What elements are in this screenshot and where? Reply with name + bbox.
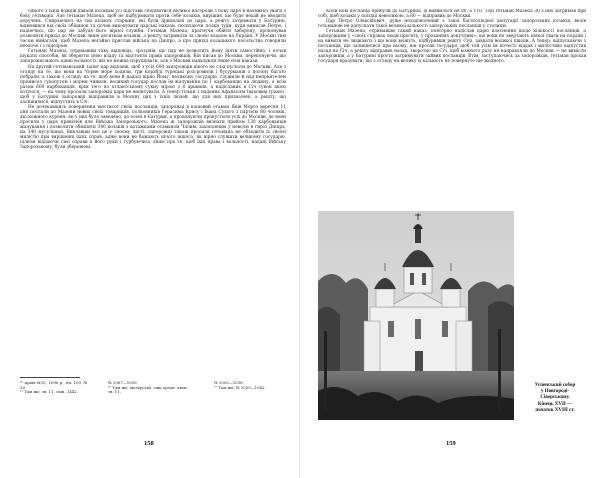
right-page xyxy=(300,0,600,478)
left-paragraph-1: одного з їхніх вождів давали козакам усі підстави сподіватися великої нагороди з боку царя в належної уваги з боку гетьмана. Але гетьман Мазепа, щоб не підбурювати проти себе козаків, вирішив, що буде нехай не вводити доручень. Спираючись на тих кількох старшин, які були прихильні до царя, а решту затримати у Батурині, відмовився від своїх обіцянок та почав виконувати царські накази, посилаючи полки туди, куди вимагав Петро, і надіючись, що цар не забуде його вірної служби. Гетьман Мазепа, прагнучи обійти заборону, пропонував дозволити прихід до Москви лише десяткам козаків, а решту затримати за своєю владою на Україні. У Москві тим часом вимагали, щоб Мазепа негайно прислав війська на Дніпро, а про прихід козацького посольства говорили неохоче і з підозрою. xyxy=(20,9,286,50)
page-number-right: 159 xyxy=(446,440,456,447)
caption-line: Успенський собор xyxy=(534,383,576,388)
footnote: ¹⁸ Там же, малоросій. сшіі орган. акти, зв. 11, xyxy=(108,384,188,395)
right-page-body xyxy=(318,9,586,207)
footnotes-column-2 xyxy=(108,381,188,395)
footnote: ¹⁶ Архів МЗС, 1696 р., пп. 100, № 30. xyxy=(20,380,88,390)
left-paragraph-3: На другий гетьманський запит цар відповів, щоб з усіх 600 запорожців нікого не слід пускати до Москви. Але з огляду на те, що вони на Чорне море ходили, три кораблі турецькі розгромили і бусурманів з полону багато побрали, а також з огляду на те, щоб вони й надалі вірно Йому, великому государю, служили й над неприятелем промисел сухопутом і морем чинили, великий государ послав їм жалування по 1 карбованцю на людину, а всім разом 600 карбованців, крім того по атлантському сукну мірою з 8 аршинів, а надісланих в Січ сукон якою хотілося, — на чому просили запорожці царя не виписувати. А тепер тільки з наданих Афанасієм Іваховим грамот, щоб у Батурині запорожці відправили в Москву цих з їхніх людей, що для них призначені, а решту, що залишилися, відпустить в Січ. xyxy=(20,64,286,105)
left-paragraph-2: Гетьман Мазепа, отримавши таку відповідь, зрозумів, що цар не дозволить йому діяти самостійно, і почав шукати способів, як зберегти свою владу та відстояти права запорожців. Він писав до Москви, переконуючи, що запорожці мають давні вольності, які не можна порушувати, але з Москви надходили лише нові накази. xyxy=(20,49,286,65)
left-paragraph-4: Не дочекавшись повернення шестисот своїх посланців, запорожці в кошовий отаман Яків Мороз вересня 11 дня послали до Мазепи нових своїх товаришів, полковників Герасима Крису і Івана Сухого з партією 80 чоловік, які кожного куреня, як у них було заведено, до осені в Батурин, а пропонуючи пропустити усіх до Москви, де вони просили у царя привілеїв для Війська Запорозького. Мазепа ж запорожців визнати прийом 130 карбованців жалування і дозволити обміняти 340 козаків з ватажками отаманом Чалим, захопленим у неволю в гирлі Дніпра, на 340 мусульман. Виклавши все це у своєму листі, запорожці також просили гетьмана не обходити їх своєю милістю при вирішенні їхніх справ, адже вони не бажають нічого іншого, як вірно служити великому государю, цілком віддаючи свої справи в його руки і турбуючись лише про те, щоб їхні права і вольності, надані Війську Запорозькому, були збережені. xyxy=(20,104,286,151)
caption-line: Кінець XVII — xyxy=(537,401,573,407)
caption-line: Сіверському. xyxy=(540,395,570,401)
right-paragraph-3: Гетьман Мазепа, отримавши такий наказ, повторно надіслав царю пояснення щодо кількості посланців, а запорожцям у «своїх справах люди просять, у проханнях докучливі»; що вони не звертають ніякої уваги на поради і на вимоги не зважають і що вони можуть, підбуривши решту Січі, завдати великої шкоди. А тепер, відпускаючи з посланців, що залишилися при ньому, він просив государя, щоб той усім їм почесті віддав і милостиво відпустив назад на Січ, а решту відправив назад, зворотно на Січ, щоб кожного разу не направляли до Москви — не вимісти запорожців, а у Батурині просто затримувати зайвих посланців. Втім, заступаючись за запорожців, гетьман прохав государя вразувати, що з огляду на велику їх кількість не повернуто ще жодного. xyxy=(318,29,586,65)
footnotes-column-3 xyxy=(214,381,286,390)
footnote-divider xyxy=(20,377,80,378)
footnote: ¹⁷ Там же, зв. 11, сшіі. 1442. xyxy=(20,389,78,395)
caption-line: у Новгороді- xyxy=(540,389,570,395)
footnote: № 1055—1038. xyxy=(214,380,244,385)
figure-caption xyxy=(520,383,590,414)
right-paragraph-2: Цар Петро Олексійович, дуже незадоволений з такої багатолюдної депутації запорозьких козаків, велів гетьманові не допускати такої великої кількості запорозьких посланців у столицю. xyxy=(318,19,586,30)
page-number-left: 158 xyxy=(144,440,154,447)
cathedral-photo xyxy=(318,211,514,420)
caption-line: початок XVIII ст. xyxy=(535,407,575,413)
left-page-body xyxy=(20,9,286,367)
footnote: № 1067—1050. xyxy=(108,380,138,385)
footnotes-column-1 xyxy=(20,381,94,395)
right-paragraph-1: Коли нові посланці прибули до Батурина, їх виявилося не 80, а 110. Тоді гетьман Мазепа 30 з них затримав при собі, щоб козаки у поїздці невеликою, а 80 — відправив до Москви. xyxy=(318,9,586,20)
footnote: ¹⁹ Там же, № 1059—1042. xyxy=(214,384,266,390)
cathedral-illustration xyxy=(318,211,514,420)
